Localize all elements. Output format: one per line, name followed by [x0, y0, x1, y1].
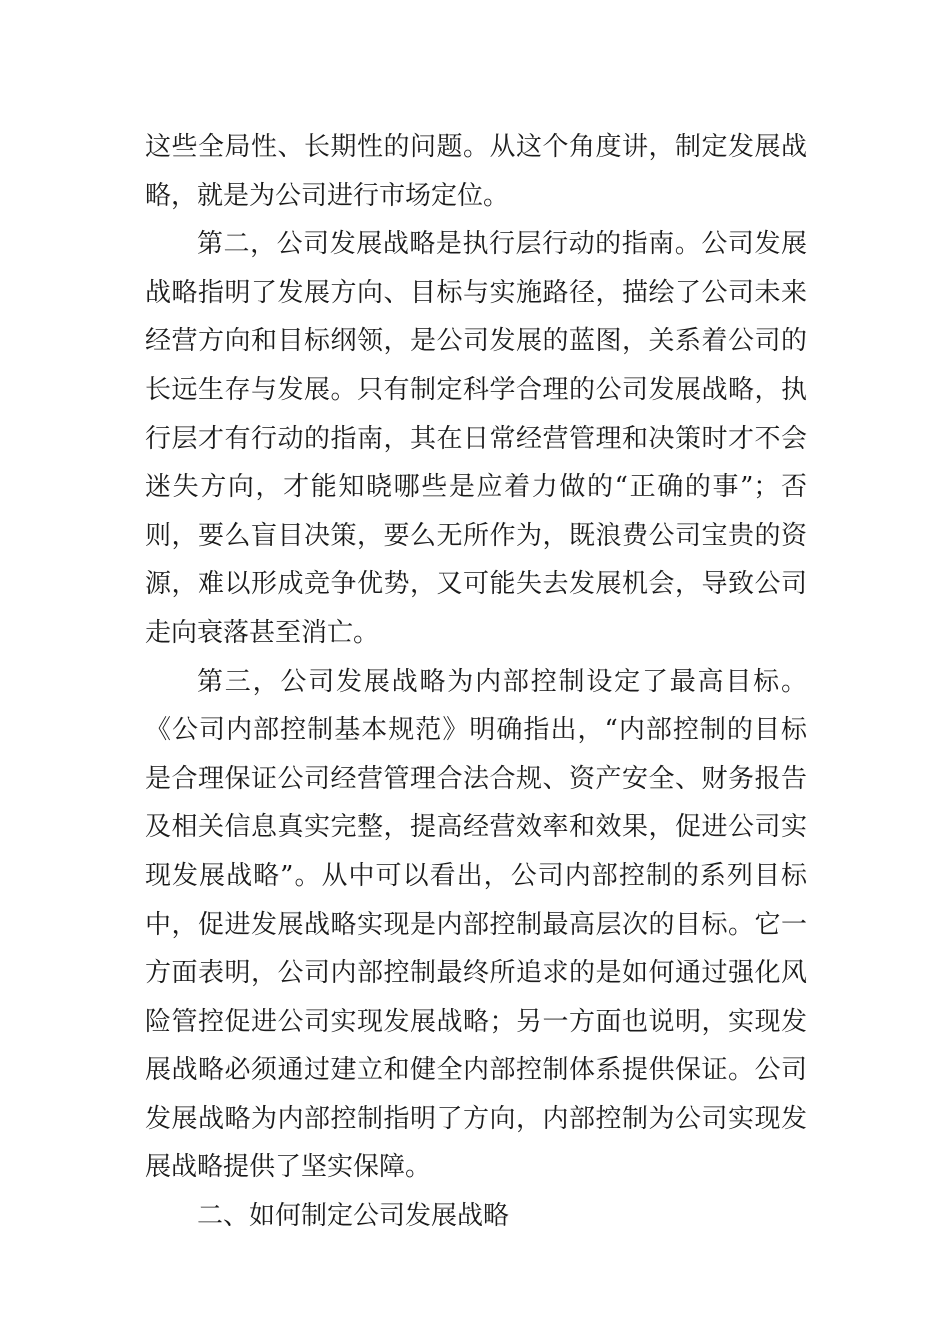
document-body [145, 123, 807, 1241]
paragraph-second-point: 第二，公司发展战略是执行层行动的指南。公司发展战略指明了发展方向、目标与实施路径，描绘了公司未来经营方向和目标纲领，是公司发展的蓝图，关系着公司的长远生存与发展。只有制定科学合理的公司发展战略，执行层才有行动的指南，其在日常经营管理和决策时才不会迷失方向，才能知晓哪些是应着力做的“正确的事”；否则，要么盲目决策，要么无所作为，既浪费公司宝贵的资源，难以形成竞争优势，又可能失去发展机会，导致公司走向衰落甚至消亡。 [145, 229, 807, 648]
section-heading: 二、如何制定公司发展战略 [197, 1201, 510, 1232]
paragraph-continuation: 这些全局性、长期性的问题。从这个角度讲，制定发展战略，就是为公司进行市场定位。 [145, 132, 807, 211]
paragraph-third-point: 第三，公司发展战略为内部控制设定了最高目标。《公司内部控制基本规范》明确指出，“内部控制的目标是合理保证公司经营管理合法合规、资产安全、财务报告及相关信息真实完整，提高经营效率和效果，促进公司实现发展战略”。从中可以看出，公司内部控制的系列目标中，促进发展战略实现是内部控制最高层次的目标。它一方面表明，公司内部控制最终所追求的是如何通过强化风险管控促进公司实现发展战略；另一方面也说明，实现发展战略必须通过建立和健全内部控制体系提供保证。公司发展战略为内部控制指明了方向，内部控制为公司实现发展战略提供了坚实保障。 [145, 666, 807, 1183]
